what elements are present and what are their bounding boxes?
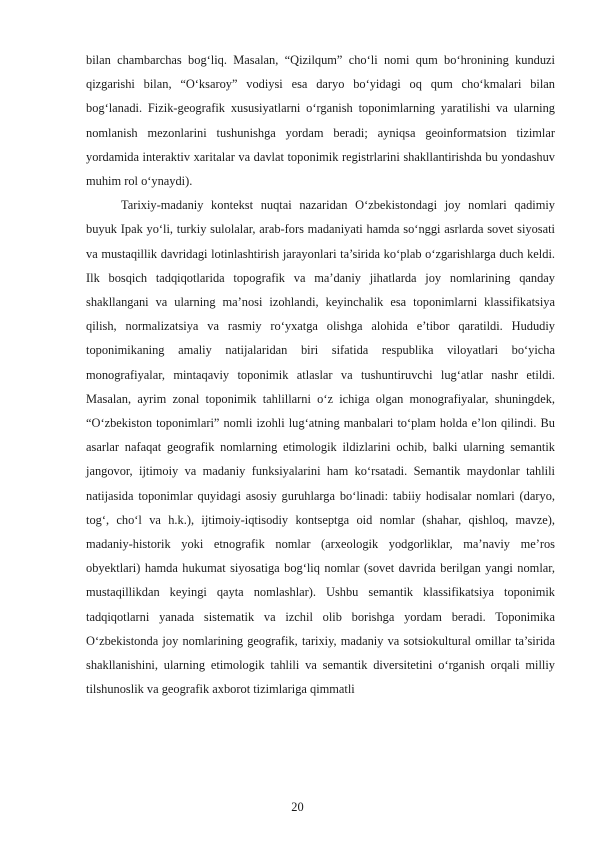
- paragraph-continuation: bilan chambarchas bog‘liq. Masalan, “Qizilqum” cho‘li nomi qum bo‘hronining kunduzi qizgarishi bilan, “O‘ksaroy” vodiysi esa daryo bo‘yidagi oq qum cho‘kmalari bilan bog‘lanadi. Fizik-geografik xususiyatlarni o‘rganish toponimlarning yaratilishi va ularning nomlanish mezonlarini tushunishga yordam beradi; ayniqsa geoinformatsion tizimlar yordamida interaktiv xaritalar va davlat toponimik registrlarini shakllantirishda bu yondashuv muhim rol o‘ynaydi).: [86, 53, 555, 189]
- text-body: [86, 48, 555, 701]
- paragraph-historical-context: Tarixiy-madaniy kontekst nuqtai nazaridan O‘zbekistondagi joy nomlari qadimiy buyuk Ipak yo‘li, turkiy sulolalar, arab-fors madaniyati hamda so‘nggi asrlarda sovet siyosati va mustaqillik davridagi lotinlashtirish jarayonlari ta’sirida ko‘plab o‘zgarishlarga duch keldi. Ilk bosqich tadqiqotlarida topografik va ma’daniy jihatlarda joy nomlarining qanday shakllangani va ularning ma’nosi izohlandi, keyinchalik esa toponimlarni klassifikatsiya qilish, normalizatsiya va rasmiy ro‘yxatga olishga alohida e’tibor qaratildi. Hududiy toponimikaning amaliy natijalaridan biri sifatida respublika viloyatlari bo‘yicha monografiyalar, mintaqaviy toponimik atlaslar va tushuntiruvchi lug‘atlar nashr etildi. Masalan, ayrim zonal toponimik tahlillarni o‘z ichiga olgan monografiyalar, shuningdek, “O‘zbekiston toponimlari” nomli izohli lug‘atning manbalari to‘plam holda e’lon qilindi. Bu asarlar nafaqat geografik nomlarning etimologik ildizlarini ochib, balki ularning semantik jangovor, ijtimoiy va madaniy funksiyalarini ham ko‘rsatadi. Semantik maydonlar tahlili natijasida toponimlar quyidagi asosiy guruhlarga bo‘linadi: tabiiy hodisalar nomlari (daryo, tog‘, cho‘l va h.k.), ijtimoiy-iqtisodiy kontseptga oid nomlar (shahar, qishloq, mavze), madaniy-historik yoki etnografik nomlar (arxeologik yodgorliklar, ma’naviy me’ros obyektlari) hamda hukumat siyosatiga bog‘liq nomlar (sovet davrida berilgan yangi nomlar, mustaqillikdan keyingi qayta nomlashlar). Ushbu semantik klassifikatsiya toponimik tadqiqotlarni yanada sistematik va izchil olib borishga yordam beradi. Toponimika O‘zbekistonda joy nomlarining geografik, tarixiy, madaniy va sotsiokultural omillar ta’sirida shakllanishini, ularning etimologik tahlili va semantik diversitetini o‘rganish orqali milliy tilshunoslik va geografik axborot tizimlariga qimmatli: [86, 198, 555, 697]
- page-number: 20: [291, 800, 304, 814]
